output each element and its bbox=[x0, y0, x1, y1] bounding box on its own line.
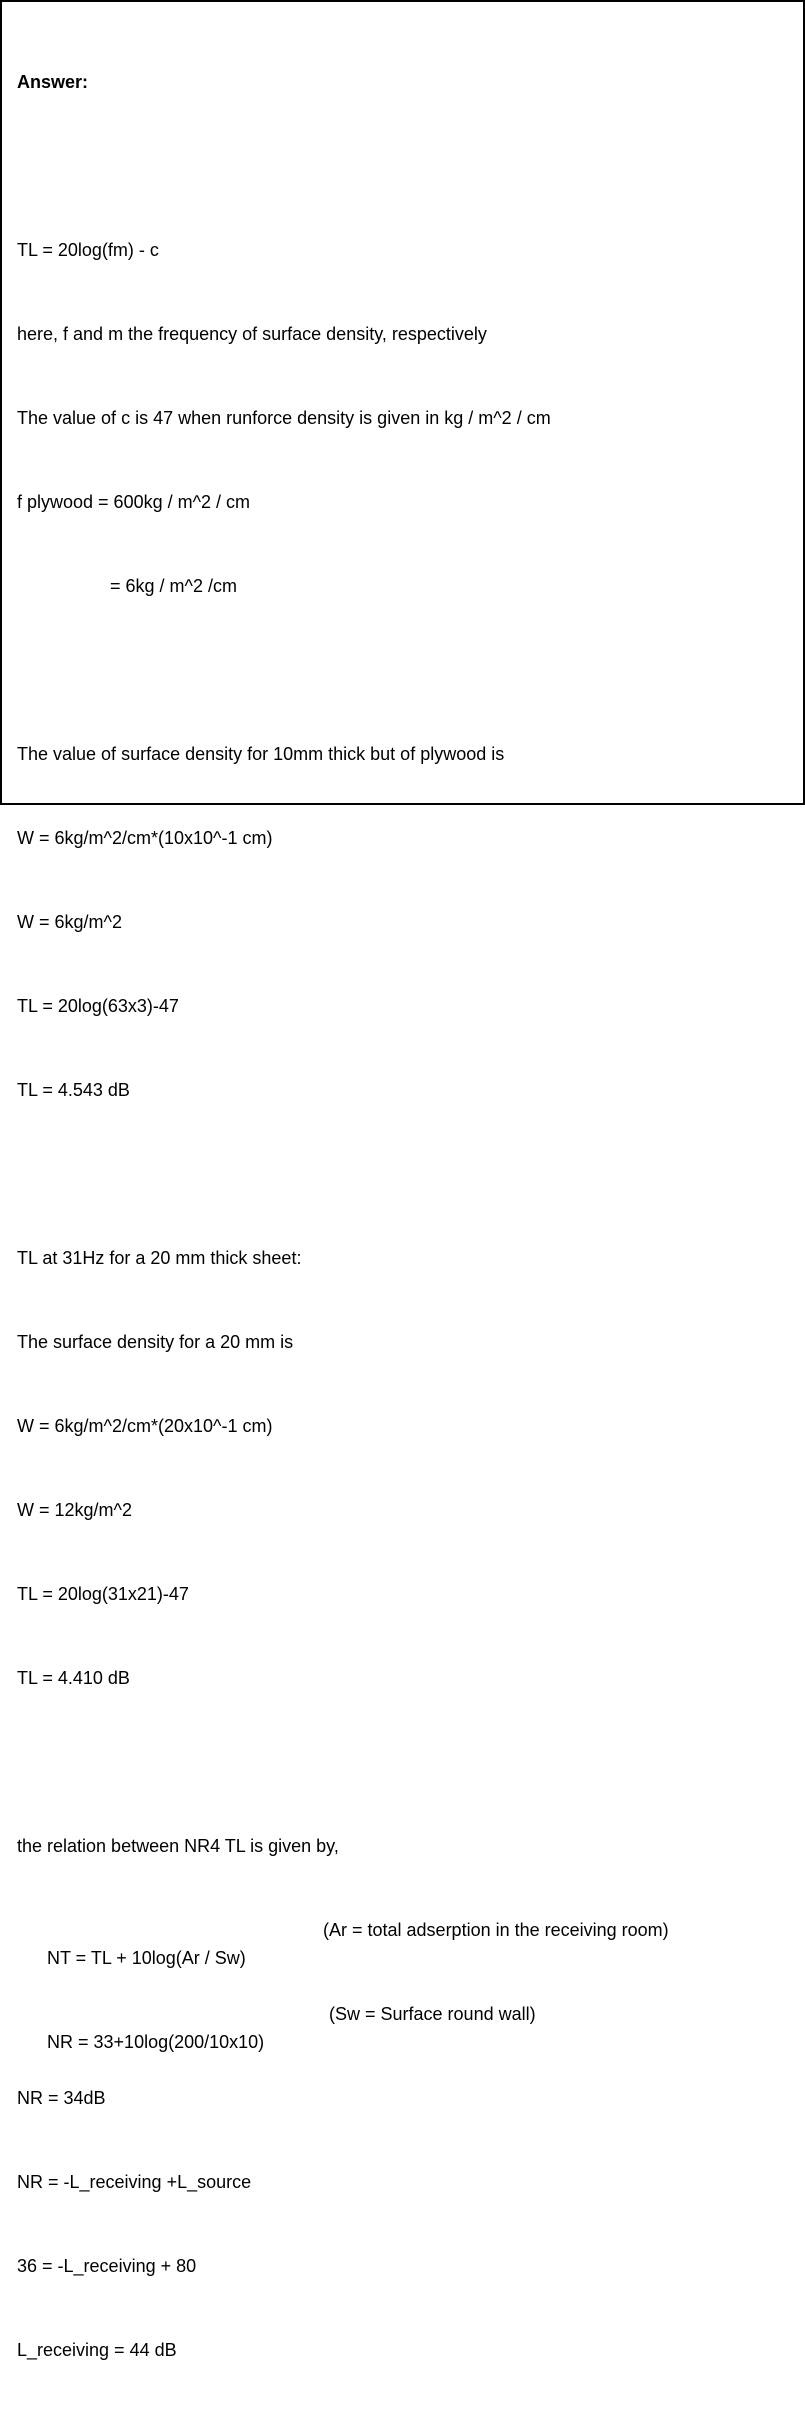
formula-line-with-note bbox=[17, 1916, 795, 1968]
answer-heading: Answer: bbox=[17, 72, 89, 92]
result-line: TL = 4.410 dB bbox=[17, 1668, 130, 1688]
text-line: TL = 20log(31x21)-47 bbox=[17, 1584, 189, 1604]
text-line: here, f and m the frequency of surface density, respectively bbox=[17, 324, 487, 344]
text-line: W = 12kg/m^2 bbox=[17, 1500, 132, 1520]
result-line: L_receiving = 44 dB bbox=[17, 2340, 177, 2360]
text-line: The surface density for a 20 mm is bbox=[17, 1332, 294, 1352]
formula-line-with-note bbox=[17, 2000, 795, 2052]
formula-tl: TL = 20log(fm) - c bbox=[17, 240, 159, 260]
formula-note: (Ar = total adserption in the receiving room) bbox=[323, 1920, 669, 1940]
formula-text: NR = 33+10log(200/10x10) bbox=[47, 2032, 265, 2052]
text-line: f plywood = 600kg / m^2 / cm bbox=[17, 492, 251, 512]
text-line: NR = -L_receiving +L_source bbox=[17, 2172, 252, 2192]
text-line: TL at 31Hz for a 20 mm thick sheet: bbox=[17, 1248, 302, 1268]
text-line: W = 6kg/m^2/cm*(20x10^-1 cm) bbox=[17, 1416, 273, 1436]
answer-content bbox=[17, 12, 795, 2420]
result-line: TL = 4.543 dB bbox=[17, 1080, 130, 1100]
text-line: TL = 20log(63x3)-47 bbox=[17, 996, 179, 1016]
text-line: NR = 34dB bbox=[17, 2088, 106, 2108]
blank-line bbox=[17, 656, 795, 684]
text-line: the relation between NR4 TL is given by, bbox=[17, 1836, 339, 1856]
blank-line bbox=[17, 1160, 795, 1188]
formula-text: NT = TL + 10log(Ar / Sw) bbox=[47, 1948, 246, 1968]
blank-line bbox=[17, 1748, 795, 1776]
text-line: The value of c is 47 when runforce density is given in kg / m^2 / cm bbox=[17, 408, 551, 428]
blank-line bbox=[17, 152, 795, 180]
text-line: 36 = -L_receiving + 80 bbox=[17, 2256, 197, 2276]
text-line-indented: = 6kg / m^2 /cm bbox=[110, 576, 237, 596]
text-line: W = 6kg/m^2/cm*(10x10^-1 cm) bbox=[17, 828, 273, 848]
formula-note: (Sw = Surface round wall) bbox=[329, 2004, 536, 2024]
text-line: The value of surface density for 10mm thick but of plywood is bbox=[17, 744, 505, 764]
text-line: W = 6kg/m^2 bbox=[17, 912, 122, 932]
